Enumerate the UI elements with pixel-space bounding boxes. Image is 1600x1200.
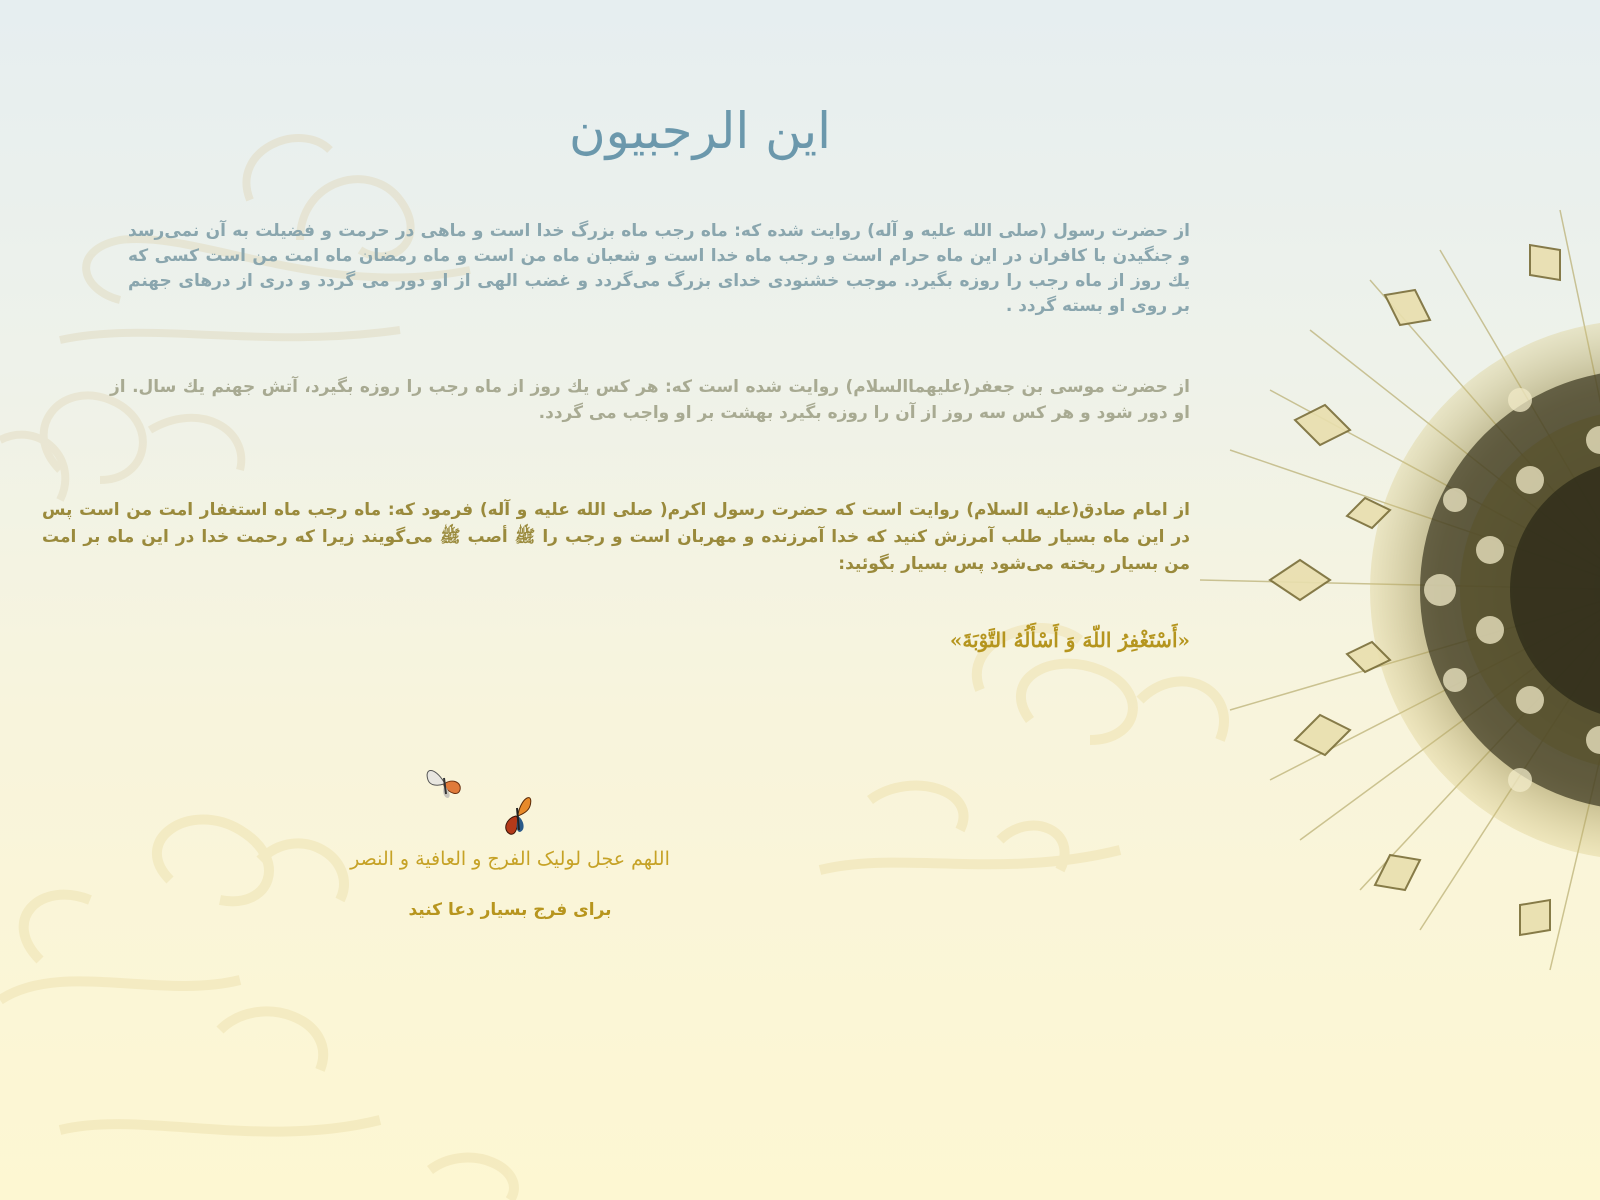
butterfly-icon xyxy=(424,764,464,802)
dua-text: اللهم عجل لولیک الفرج و العافیة و النصر xyxy=(350,848,670,870)
butterfly-icon xyxy=(500,790,534,838)
page-title: اين الرجبيون xyxy=(568,102,832,160)
istighfar-quote: «أَسْتَغْفِرُ اللّهَ وَ أَسْأَلُهُ التَّوْبَةَ» xyxy=(949,628,1190,652)
hadith-paragraph-1: از حضرت رسول (صلی الله علیه و آله) روایت شده که: ماه رجب ماه بزرگ خدا است و ماهی در حرمت و فضیلت به آن نمی‌رسد و جنگیدن با کافران در این ماه حرام است و رجب ماه خدا است و شعبان ماه من است و ماه رمضان ماه امت من است کسی که یك روز از ماه رجب را روزه بگیرد. موجب خشنودی خدای بزرگ می‌گردد و غضب الهی از او دور می گردد و دری از درهای جهنم بر روی او بسته گردد . xyxy=(128,221,1190,316)
hadith-paragraph-3: از امام صادق(علیه السلام) روایت است که حضرت رسول اکرم( صلی الله علیه و آله) فرمود که: ماه رجب ماه استغفار امت من است پس در این ماه بسیار طلب آمرزش کنید که خدا آمرزنده و مهربان است و رجب را ﷺ أصب ﷺ می‌گویند زیرا که رحمت خدا در این ماه بر امت من بسیار ریخته می‌شود پس بسیار بگوئید: xyxy=(42,500,1190,574)
cloud-swirl-middle xyxy=(820,628,1224,870)
cloud-swirl-bottom-left xyxy=(0,820,514,1200)
dua-call-text: برای فرج بسیار دعا کنید xyxy=(408,900,612,920)
islamic-rosette xyxy=(1200,210,1600,970)
hadith-paragraph-2: از حضرت موسی بن جعفر(علیهماالسلام) روایت شده است که: هر کس یك روز از ماه رجب را روزه بگیرد، آتش جهنم یك سال. از او دور شود و هر کس سه روز از آن را روزه بگیرد بهشت بر او واجب می گردد. xyxy=(110,377,1190,423)
